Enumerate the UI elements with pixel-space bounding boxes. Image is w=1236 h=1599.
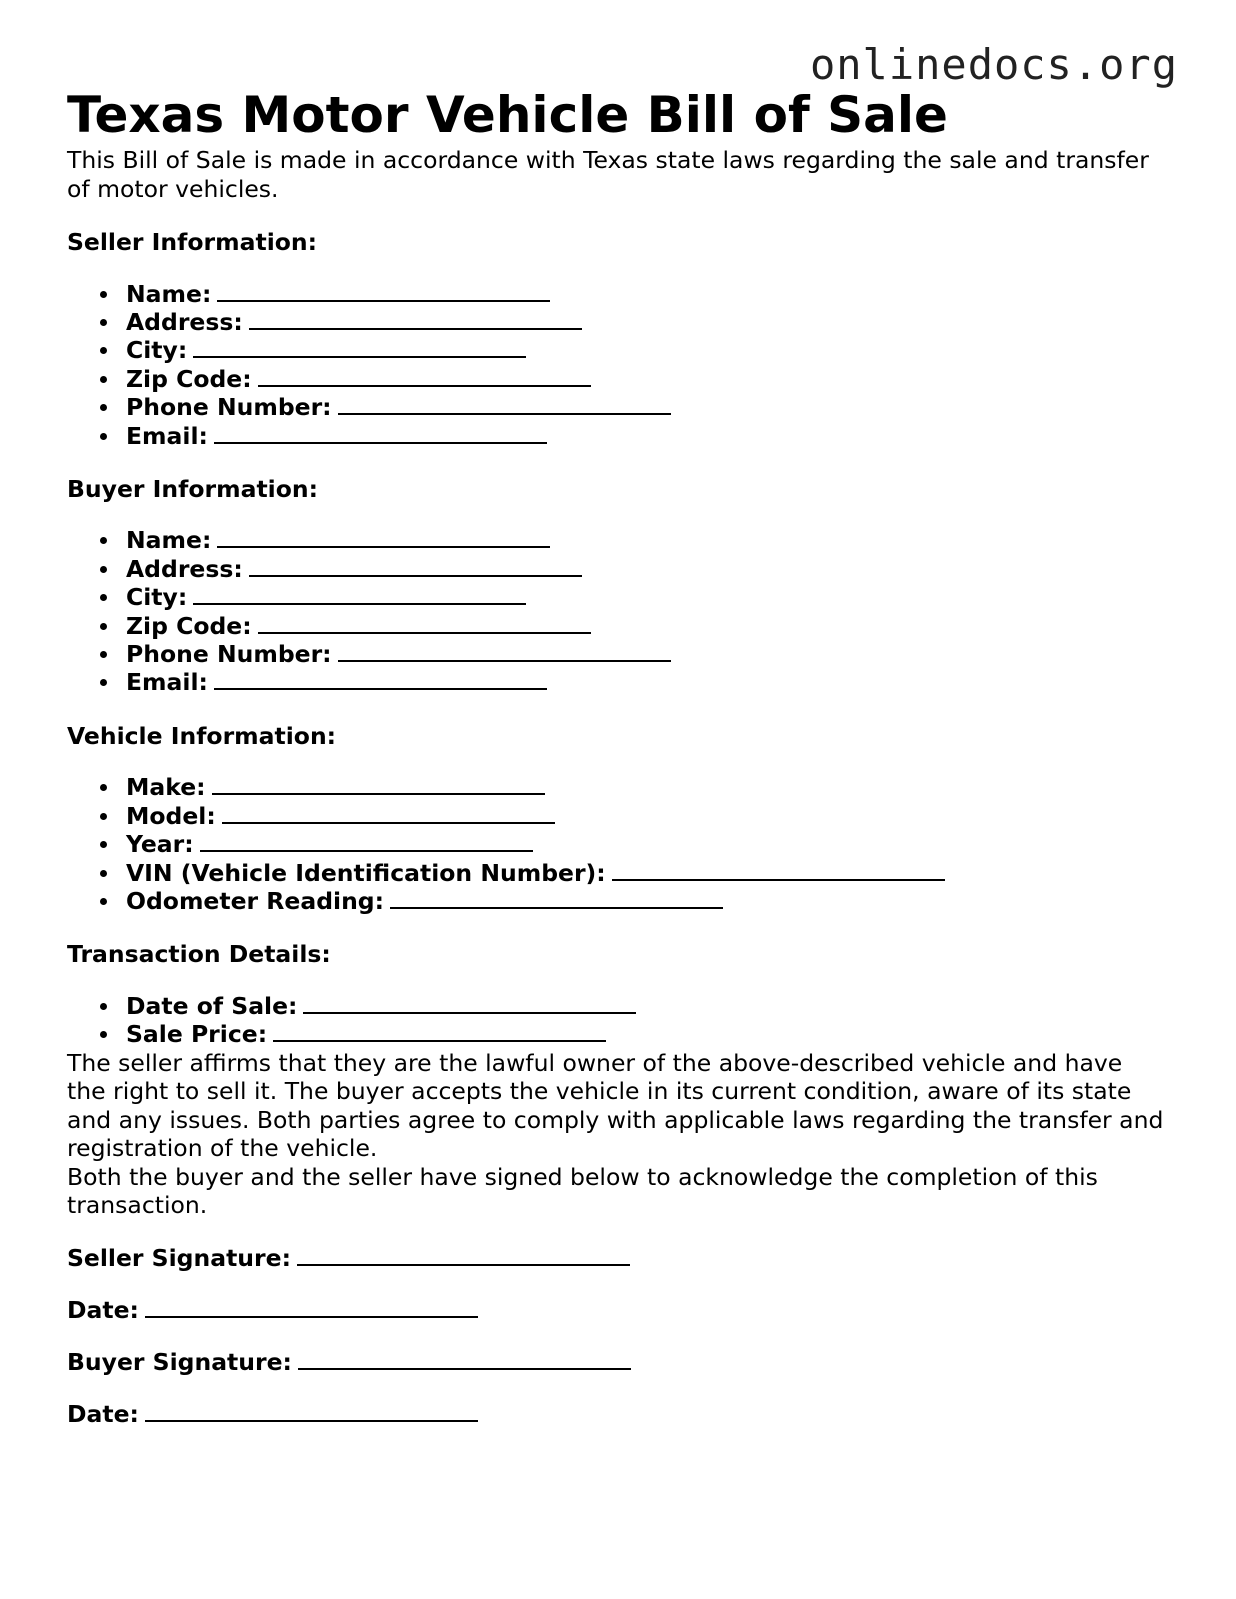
vehicle-model-blank[interactable] [222,802,555,824]
buyer-city-field [126,583,1167,611]
field-label: City: [126,583,188,612]
buyer-email-field [126,668,1167,696]
seller-phone-field [126,393,1167,421]
field-label: VIN (Vehicle Identification Number): [126,858,606,887]
field-label: Zip Code: [126,611,252,640]
seller-signature-blank[interactable] [297,1244,630,1266]
vehicle-odometer-blank[interactable] [390,887,723,909]
field-label: Zip Code: [126,364,252,393]
sale-date-blank[interactable] [303,992,636,1014]
signature-label: Buyer Signature: [67,1347,292,1376]
transaction-fields [67,992,1167,1049]
seller-email-blank[interactable] [214,422,547,444]
field-label: Make: [126,773,206,802]
document-title: Texas Motor Vehicle Bill of Sale [67,86,948,144]
acknowledgement-paragraph: Both the buyer and the seller have signed below to acknowledge the completion of this transaction. [67,1162,1098,1220]
buyer-heading: Buyer Information: [67,474,319,503]
buyer-city-blank[interactable] [193,583,526,605]
field-label: Email: [126,668,208,697]
vehicle-vin-blank[interactable] [612,859,945,881]
seller-heading: Seller Information: [67,228,318,256]
buyer-signature-line [67,1348,1167,1377]
date-label: Date: [67,1295,139,1324]
seller-city-blank[interactable] [193,336,526,358]
seller-date-line [67,1296,1167,1325]
buyer-name-field [126,526,1167,554]
field-label: Year: [126,830,194,859]
vehicle-year-blank[interactable] [200,830,533,852]
buyer-zip-field [126,612,1167,640]
field-label: City: [126,336,188,365]
buyer-fields [67,526,1167,696]
field-label: Email: [126,421,208,450]
vehicle-fields [67,773,1167,915]
buyer-date-line [67,1400,1167,1429]
vehicle-odometer-field [126,887,1167,915]
field-label: Phone Number: [126,393,332,422]
seller-address-blank[interactable] [249,308,582,330]
vehicle-make-field [126,773,1167,801]
seller-signature-line [67,1244,1167,1273]
date-label: Date: [67,1399,139,1428]
vehicle-heading: Vehicle Information: [67,721,337,750]
buyer-zip-blank[interactable] [258,612,591,634]
buyer-address-field [126,555,1167,583]
signature-label: Seller Signature: [67,1243,291,1272]
buyer-phone-blank[interactable] [338,640,671,662]
buyer-name-blank[interactable] [217,526,550,548]
buyer-date-blank[interactable] [145,1400,478,1422]
document-page [67,84,1167,1428]
field-label: Name: [126,526,212,555]
sale-price-blank[interactable] [273,1020,606,1042]
sale-price-field [126,1020,1167,1048]
buyer-email-blank[interactable] [214,668,547,690]
vehicle-vin-field [126,859,1167,887]
vehicle-model-field [126,802,1167,830]
transaction-heading: Transaction Details: [67,940,331,969]
field-label: Date of Sale: [126,991,298,1020]
field-label: Name: [126,279,212,308]
seller-name-field [126,280,1167,308]
buyer-address-blank[interactable] [249,555,582,577]
buyer-phone-field [126,640,1167,668]
seller-date-blank[interactable] [145,1296,478,1318]
watermark: onlinedocs.org [809,40,1178,89]
vehicle-year-field [126,830,1167,858]
field-label: Address: [126,307,243,336]
buyer-signature-blank[interactable] [298,1348,631,1370]
field-label: Model: [126,801,216,830]
intro-paragraph: This Bill of Sale is made in accordance with Texas state laws regarding the sale and transfer of motor vehicles. [67,146,1149,203]
field-label: Address: [126,554,243,583]
sale-date-field [126,992,1167,1020]
seller-address-field [126,308,1167,336]
seller-email-field [126,422,1167,450]
vehicle-make-blank[interactable] [212,773,545,795]
seller-city-field [126,336,1167,364]
seller-fields [67,280,1167,450]
field-label: Odometer Reading: [126,887,385,915]
seller-zip-blank[interactable] [258,365,591,387]
field-label: Phone Number: [126,640,332,669]
affirmation-paragraph: The seller affirms that they are the lawful owner of the above-described vehicle and have the right to sell it. The buyer accepts the vehicle in its current condition, aware of its state and any issues. Both parties agree to comply with applicable laws regarding the transfer and registration of the vehicle. [67,1048,1164,1163]
field-label: Sale Price: [126,1020,268,1049]
seller-zip-field [126,365,1167,393]
seller-name-blank[interactable] [217,280,550,302]
seller-phone-blank[interactable] [338,393,671,415]
